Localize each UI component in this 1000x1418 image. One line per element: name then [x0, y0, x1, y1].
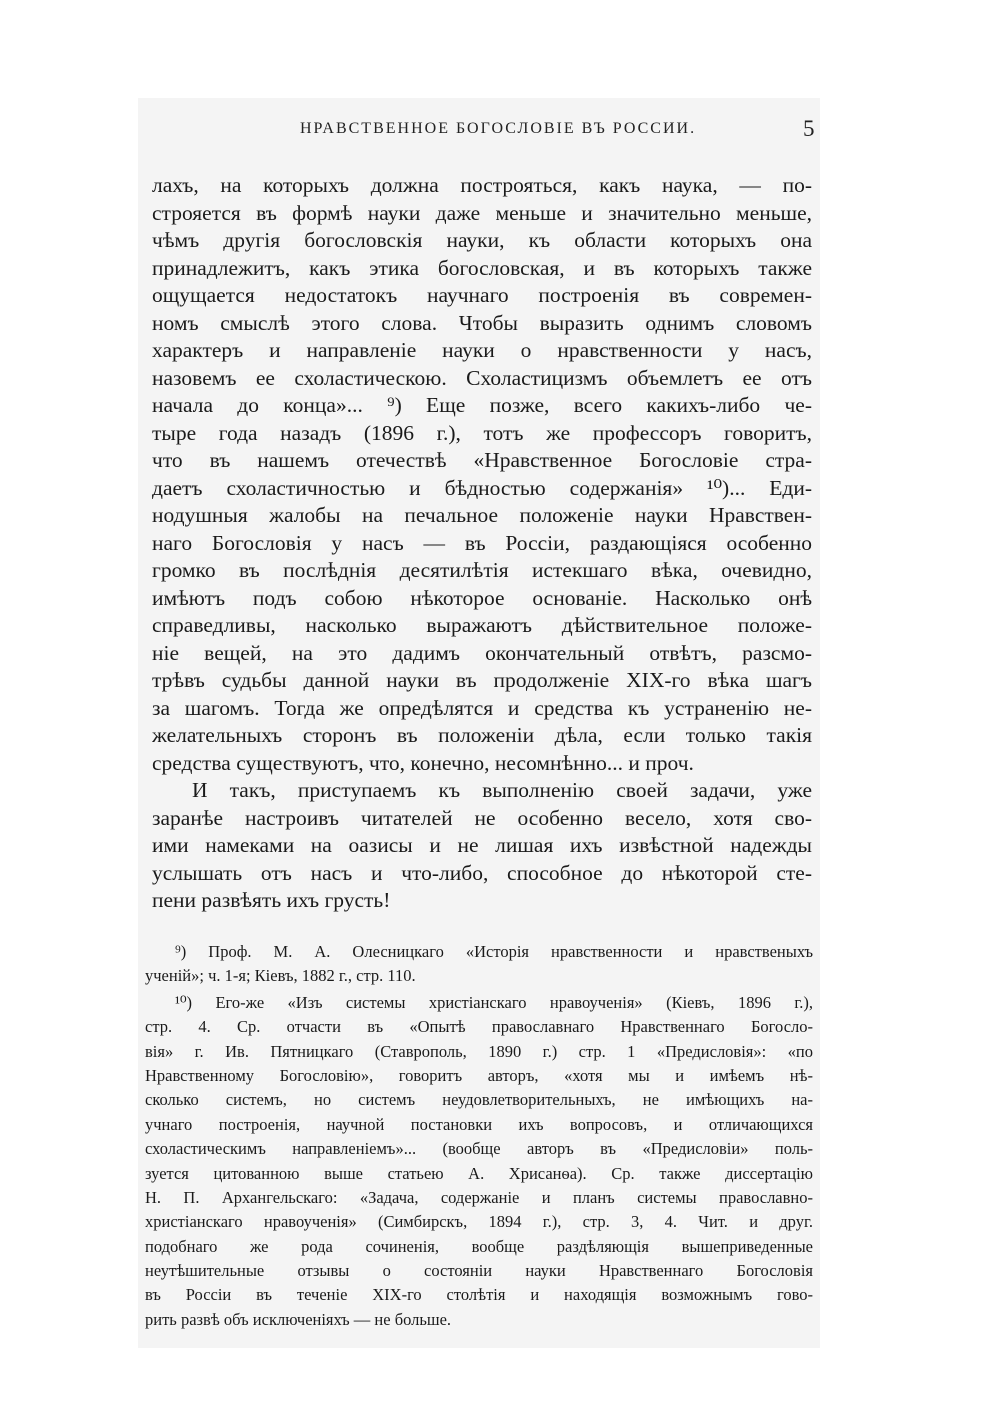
text-line: характеръ и направленіе науки о нравственности у насъ,: [152, 338, 812, 362]
text-line: тыре года назадъ (1896 г.), тотъ же профессоръ говоритъ,: [152, 420, 812, 445]
footnote-line: въ Россіи въ теченіе XIX-го столѣтія и находящія возможнымъ гово-: [145, 1285, 813, 1305]
text-line: ощущается недостатокъ научнаго построенія въ современ-: [152, 283, 812, 307]
text-line: даетъ схоластичностью и бѣдностью содержанія» ¹⁰)... Еди-: [152, 475, 812, 500]
text-line: громко въ послѣднія десятилѣтія истекшаго вѣка, очевидно,: [152, 558, 812, 582]
footnote-line: учнаго построенія, научной постановки ихъ вопросовъ, и отличающихся: [145, 1114, 813, 1134]
text-line: лахъ, на которыхъ должна построяться, какъ наука, — по-: [152, 173, 812, 197]
footnote-line: ¹⁰) Его-же «Изъ системы христіанскаго нравоученія» (Кіевъ, 1896 г.),: [175, 992, 813, 1012]
footnote-line: рить развѣ объ исключеніяхъ — не больше.: [145, 1309, 452, 1329]
footnote-line: неутѣшительные отзывы о состояніи науки Нравственнаго Богословія: [145, 1261, 813, 1281]
footnote-line: Н. П. Архангельскаго: «Задача, содержаніе и планъ системы православно-: [145, 1187, 813, 1207]
text-line: И такъ, приступаемъ къ выполненію своей задачи, уже: [192, 778, 812, 802]
text-line: трѣвъ судьбы данной науки въ продолженіе XIX-го вѣка шагъ: [152, 668, 812, 692]
text-line: назовемъ ее схоластическою. Схоластицизмъ объемлетъ ее отъ: [152, 365, 812, 390]
footnotes: [145, 940, 813, 1332]
main-text: [152, 172, 812, 915]
footnote-line: ученій»; ч. 1-я; Кіевъ, 1882 г., стр. 110.: [145, 966, 416, 986]
text-line: чѣмъ другія богословскія науки, къ области которыхъ она: [152, 228, 812, 252]
footnote-line: зуется цитованною выше статьею А. Хрисанѳа). Ср. также диссертацію: [145, 1163, 813, 1183]
text-line: номъ смыслѣ этого слова. Чтобы выразить однимъ словомъ: [152, 310, 812, 335]
text-line: принадлежитъ, какъ этика богословская, и въ которыхъ также: [152, 255, 812, 280]
text-line: за шагомъ. Тогда же опредѣлятся и средства къ устраненію не-: [152, 695, 812, 720]
text-line: что въ нашемъ отечествѣ «Нравственное Богословіе стра-: [152, 448, 812, 472]
text-line: начала до конца»... ⁹) Еще позже, всего какихъ-либо че-: [152, 393, 812, 417]
text-line: желательныхъ сторонъ въ положеніи дѣла, если только такія: [152, 723, 812, 747]
text-line: пени развѣять ихъ грусть!: [152, 888, 391, 912]
text-line: заранѣе настроивъ читателей не особенно весело, хотя сво-: [152, 805, 812, 830]
footnote-line: подобнаго же рода сочиненія, вообще раздѣляющія вышеприведенные: [145, 1236, 813, 1256]
running-title: НРАВСТВЕННОЕ БОГОСЛОВІЕ ВЪ РОССИИ.: [300, 120, 697, 137]
footnote-line: Нравственному Богословію», говоритъ авторъ, «хотя мы и имѣемъ нѣ-: [145, 1065, 813, 1085]
text-line: нодушныя жалобы на печальное положеніе науки Нравствен-: [152, 503, 812, 527]
footnote-line: сколько системъ, но системъ неудовлетворительныхъ, не имѣющихъ на-: [145, 1090, 813, 1110]
footnote-line: вія» г. Ив. Пятницкаго (Ставрополь, 1890 г.) стр. 1 «Предисловія»: «по: [145, 1041, 813, 1061]
text-line: наго Богословія у насъ — въ Россіи, раздающіяся особенно: [152, 530, 812, 555]
text-line: средства существуютъ, что, конечно, несомнѣнно... и проч.: [152, 750, 694, 775]
text-line: имѣютъ подъ собою нѣкоторое основаніе. Насколько онѣ: [152, 585, 812, 610]
footnote-line: христіанскаго нравоученія» (Симбирскъ, 1894 г.), стр. 3, 4. Чит. и друг.: [145, 1212, 813, 1232]
footnote-line: ⁹) Проф. М. А. Олесницкаго «Исторія нравственности и нравственыхъ: [175, 942, 813, 961]
text-line: ими намеками на оазисы и не лишая ихъ извѣстной надежды: [152, 833, 812, 857]
footnote-line: схоластическимъ направленіемъ»... (вообще авторъ въ «Предисловіи» поль-: [145, 1139, 813, 1159]
text-line: строяется въ формѣ науки даже меньше и значительно меньше,: [152, 200, 812, 225]
text-line: услышать отъ насъ и что-либо, способное до нѣкоторой сте-: [152, 860, 812, 885]
text-line: справедливы, насколько выражаютъ дѣйствительное положе-: [152, 613, 812, 637]
footnote-line: стр. 4. Ср. отчасти въ «Опытѣ православнаго Нравственнаго Богосло-: [145, 1017, 813, 1037]
text-line: ніе вещей, на это дадимъ окончательный отвѣтъ, разсмо-: [152, 640, 812, 665]
page-number: 5: [803, 116, 815, 141]
